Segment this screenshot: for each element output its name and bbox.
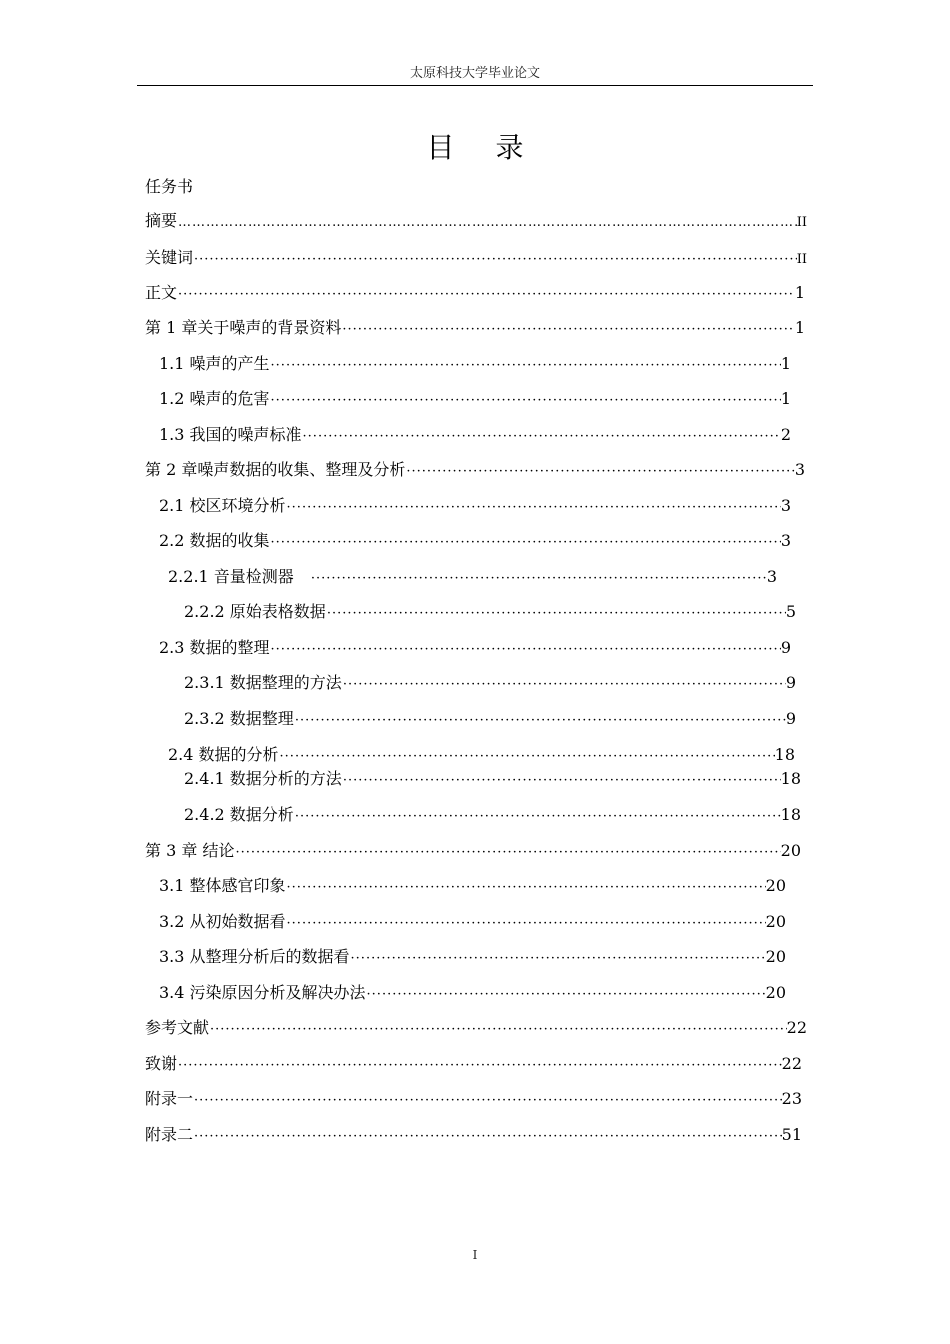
toc-leader-dots (294, 710, 786, 730)
toc-entry-page: 18 (774, 745, 795, 764)
toc-entry-2-1[interactable] (159, 495, 791, 517)
toc-leader-dots (270, 639, 781, 659)
toc-entry-chapter-3[interactable] (145, 840, 801, 862)
toc-entry-page: 22 (781, 1054, 802, 1073)
toc-entry-acknowledgements[interactable] (145, 1053, 802, 1075)
toc-leader-dots (234, 842, 780, 862)
toc-entry-page: 3 (794, 460, 805, 479)
toc-leader-dots (286, 877, 766, 897)
toc-entry-page: 1 (794, 283, 805, 302)
toc-entry-page: 1 (780, 354, 791, 373)
toc-entry-page: 3 (780, 496, 791, 515)
toc-entry-3-2[interactable] (159, 911, 786, 933)
toc-entry-text: 第 1 章关于噪声的背景资料 (145, 318, 342, 337)
toc-entry-page: 20 (780, 841, 801, 860)
toc-leader-dots (193, 249, 797, 269)
toc-entry-page: 20 (765, 983, 786, 1002)
toc-leader-dots (294, 806, 781, 826)
toc-entry-page: 9 (780, 638, 791, 657)
toc-entry-2-4-1[interactable] (184, 768, 801, 790)
toc-leader-dots (366, 984, 766, 1004)
toc-entry-page: 5 (785, 602, 796, 621)
toc-entry-1-2[interactable] (159, 388, 791, 410)
toc-entry-appendix-2[interactable] (145, 1124, 802, 1146)
toc-leader-dots (177, 284, 795, 304)
toc-entry-page: 1 (780, 389, 791, 408)
toc-leader-dots (177, 1055, 782, 1075)
toc-entry-page: 22 (786, 1018, 807, 1037)
toc-entry-page: 3 (766, 567, 777, 586)
toc-entry-keywords[interactable] (145, 247, 807, 269)
toc-entry-text: 致谢 (145, 1054, 178, 1073)
toc-entry-text: 2.1 校区环境分析 (159, 496, 286, 515)
toc-leader-dots (342, 674, 786, 694)
toc-entry-2-2-2[interactable] (184, 601, 796, 623)
toc-entry-text: 任务书 (145, 177, 194, 196)
toc-entry-1-3[interactable] (159, 424, 791, 446)
toc-entry-page: 1 (794, 318, 805, 337)
toc-entry-page: 9 (785, 673, 796, 692)
toc-entry-page: 20 (765, 912, 786, 931)
toc-leader-dots (193, 1126, 782, 1146)
toc-entry-page: 3 (780, 531, 791, 550)
toc-entry-3-4[interactable] (159, 982, 786, 1004)
toc-entry-text: 关键词 (145, 248, 194, 267)
toc-entry-text: 2.2.2 原始表格数据 (184, 602, 326, 621)
toc-entry-text: 3.4 污染原因分析及解决办法 (159, 983, 366, 1002)
toc-entry-page: 18 (780, 769, 801, 788)
toc-entry-page: II (796, 215, 807, 230)
toc-leader-dots (310, 568, 767, 588)
toc-entry-page: 9 (785, 709, 796, 728)
running-header: 太原科技大学毕业论文 (409, 66, 540, 81)
toc-entry-2-2[interactable] (159, 530, 791, 552)
toc-leader-dots (350, 948, 766, 968)
toc-entry-appendix-1[interactable] (145, 1088, 802, 1110)
toc-entry-2-4-2[interactable] (184, 804, 801, 826)
toc-leader-dots (270, 390, 781, 410)
toc-entry-text: 附录二 (145, 1125, 194, 1144)
toc-entry-page: 23 (781, 1089, 802, 1108)
toc-entry-text: 2.3.2 数据整理 (184, 709, 294, 728)
toc-entry-2-3-2[interactable] (184, 708, 796, 730)
toc-leader-dots (302, 426, 781, 446)
toc-leader-dots (326, 603, 786, 623)
page-number: I (472, 1248, 478, 1262)
toc-entry-page: 51 (781, 1125, 802, 1144)
toc-leader-dots (270, 532, 781, 552)
toc-entry-main-text[interactable] (145, 282, 805, 304)
toc-leader-dots (193, 1090, 782, 1110)
toc-entry-2-3-1[interactable] (184, 672, 796, 694)
toc-entry-text: 2.2.1 音量检测器 (168, 567, 310, 586)
toc-entry-2-3[interactable] (159, 637, 791, 659)
toc-entry-2-4[interactable] (168, 744, 795, 766)
toc-entry-text: 3.2 从初始数据看 (159, 912, 286, 931)
toc-entry-chapter-2[interactable] (145, 459, 805, 481)
toc-entry-text: 附录一 (145, 1089, 194, 1108)
toc-leader-dots (341, 319, 794, 339)
toc-entry-text: 1.3 我国的噪声标准 (159, 425, 302, 444)
toc-leader-dots (279, 746, 775, 766)
toc-leader-dots (286, 497, 781, 517)
toc-entry-chapter-1[interactable] (145, 317, 805, 339)
toc-entry-text: 2.3.1 数据整理的方法 (184, 673, 342, 692)
toc-entry-text: 2.2 数据的收集 (159, 531, 270, 550)
toc-entry-references[interactable] (145, 1017, 807, 1039)
toc-entry-page: 18 (780, 805, 801, 824)
toc-entry-1-1[interactable] (159, 353, 791, 375)
toc-entry-text: 2.4.2 数据分析 (184, 805, 294, 824)
toc-entry-text: 2.3 数据的整理 (159, 638, 270, 657)
toc-entry-page: II (796, 252, 807, 267)
toc-entry-abstract[interactable] (145, 210, 807, 232)
toc-entry-page: 20 (765, 876, 786, 895)
toc-entry-text: 第 3 章 结论 (145, 841, 235, 860)
toc-entry-task-book[interactable] (145, 176, 445, 198)
toc-entry-3-3[interactable] (159, 946, 786, 968)
toc-entry-page: 2 (780, 425, 791, 444)
toc-leader-dots (405, 461, 794, 481)
toc-leader-dots (342, 770, 781, 790)
toc-leader-dots (177, 212, 797, 232)
toc-entry-text: 3.1 整体感官印象 (159, 876, 286, 895)
toc-entry-text: 第 2 章噪声数据的收集、整理及分析 (145, 460, 406, 479)
toc-entry-3-1[interactable] (159, 875, 786, 897)
toc-title: 目 录 (426, 131, 540, 164)
toc-leader-dots (286, 913, 766, 933)
toc-entry-page: 20 (765, 947, 786, 966)
toc-entry-text: 正文 (145, 283, 178, 302)
toc-entry-2-2-1[interactable] (168, 566, 777, 588)
toc-entry-text: 3.3 从整理分析后的数据看 (159, 947, 350, 966)
toc-leader-dots (209, 1019, 787, 1039)
toc-entry-text: 参考文献 (145, 1018, 210, 1037)
toc-entry-text: 1.2 噪声的危害 (159, 389, 270, 408)
toc-entry-text: 2.4 数据的分析 (168, 745, 279, 764)
toc-leader-dots (270, 355, 781, 375)
toc-entry-text: 1.1 噪声的产生 (159, 354, 270, 373)
toc-entry-text: 2.4.1 数据分析的方法 (184, 769, 342, 788)
toc-entry-text: 摘要 (145, 211, 178, 230)
